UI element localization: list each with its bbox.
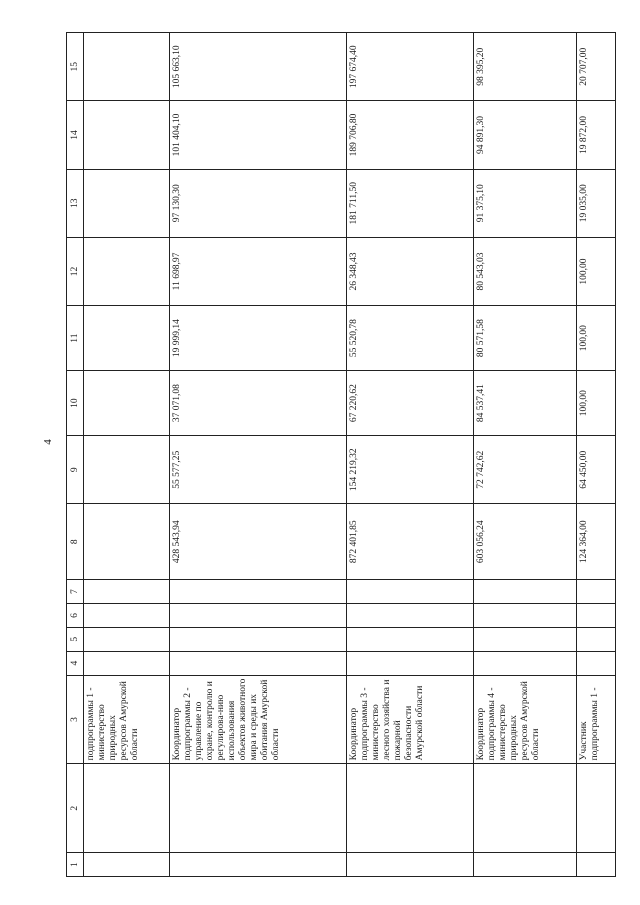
header-cell: 7 bbox=[67, 580, 84, 604]
table-cell-responsible: Участник подпрограммы 1 - bbox=[577, 675, 616, 764]
table-cell-value: 20 707,00 bbox=[577, 33, 616, 101]
table-cell-value: 26 348,43 bbox=[347, 237, 474, 305]
table-cell bbox=[474, 580, 577, 604]
table-cell bbox=[474, 604, 577, 628]
rotated-table-container bbox=[66, 32, 611, 877]
table-cell bbox=[84, 580, 170, 604]
table-cell bbox=[347, 580, 474, 604]
budget-table bbox=[66, 32, 616, 877]
table-cell-responsible: Координатор подпрограммы 3 - министерство лесного хозяйства и пожарной безопасности Амурской области bbox=[347, 675, 474, 764]
header-cell: 9 bbox=[67, 436, 84, 504]
header-cell: 13 bbox=[67, 169, 84, 237]
table-cell-value: 105 663,10 bbox=[170, 33, 347, 101]
table-cell-value: 55 577,25 bbox=[170, 436, 347, 504]
table-cell bbox=[347, 853, 474, 877]
page-number: 4 bbox=[42, 439, 54, 445]
table-cell bbox=[170, 764, 347, 853]
table-cell bbox=[84, 604, 170, 628]
header-cell: 8 bbox=[67, 504, 84, 580]
table-cell bbox=[84, 853, 170, 877]
table-cell-value: 603 056,24 bbox=[474, 504, 577, 580]
header-cell: 1 bbox=[67, 853, 84, 877]
table-cell-value: 19 872,00 bbox=[577, 101, 616, 169]
table-cell bbox=[170, 604, 347, 628]
table-cell-value: 154 219,32 bbox=[347, 436, 474, 504]
header-row bbox=[67, 33, 84, 877]
table-cell bbox=[84, 651, 170, 675]
table-cell bbox=[347, 627, 474, 651]
table-cell bbox=[474, 764, 577, 853]
table-cell-value: 94 891,30 bbox=[474, 101, 577, 169]
table-cell-value: 100,00 bbox=[577, 306, 616, 371]
table-cell-value bbox=[84, 101, 170, 169]
table-cell-value: 97 130,30 bbox=[170, 169, 347, 237]
table-cell-value: 67 220,62 bbox=[347, 371, 474, 436]
table-cell-value: 100,00 bbox=[577, 237, 616, 305]
table-row bbox=[577, 33, 616, 877]
table-cell bbox=[170, 651, 347, 675]
table-cell bbox=[347, 604, 474, 628]
table-cell bbox=[474, 651, 577, 675]
table-cell bbox=[347, 764, 474, 853]
header-cell: 4 bbox=[67, 651, 84, 675]
table-cell-value: 124 364,00 bbox=[577, 504, 616, 580]
table-cell-value: 428 543,94 bbox=[170, 504, 347, 580]
table-cell-responsible: Координатор подпрограммы 4 - министерство природных ресурсов Амурской области bbox=[474, 675, 577, 764]
table-cell-value: 80 543,03 bbox=[474, 237, 577, 305]
table-cell-value bbox=[84, 33, 170, 101]
table-cell-value: 872 401,85 bbox=[347, 504, 474, 580]
header-cell: 6 bbox=[67, 604, 84, 628]
table-cell-value: 101 404,10 bbox=[170, 101, 347, 169]
table-cell bbox=[170, 580, 347, 604]
table-cell bbox=[474, 627, 577, 651]
table-cell-value: 19 035,00 bbox=[577, 169, 616, 237]
table-row bbox=[347, 33, 474, 877]
table-cell-value: 197 674,40 bbox=[347, 33, 474, 101]
table-cell-value bbox=[84, 436, 170, 504]
table-cell-value bbox=[84, 237, 170, 305]
table-cell-value: 72 742,62 bbox=[474, 436, 577, 504]
table-row bbox=[474, 33, 577, 877]
table-cell-value: 80 571,58 bbox=[474, 306, 577, 371]
table-cell-responsible: подпрограммы 1 - министерство природных ресурсов Амурской области bbox=[84, 675, 170, 764]
table-cell-value: 100,00 bbox=[577, 371, 616, 436]
table-cell-value: 19 999,14 bbox=[170, 306, 347, 371]
table-cell bbox=[577, 580, 616, 604]
header-cell: 3 bbox=[67, 675, 84, 764]
table-cell bbox=[577, 651, 616, 675]
table-cell bbox=[474, 853, 577, 877]
table-row bbox=[170, 33, 347, 877]
table-cell bbox=[170, 853, 347, 877]
table-cell-value: 11 698,97 bbox=[170, 237, 347, 305]
header-cell: 11 bbox=[67, 306, 84, 371]
table-cell-value: 37 071,08 bbox=[170, 371, 347, 436]
table-cell bbox=[170, 627, 347, 651]
table-cell-value bbox=[84, 306, 170, 371]
table-cell-value bbox=[84, 504, 170, 580]
header-cell: 12 bbox=[67, 237, 84, 305]
table-row bbox=[84, 33, 170, 877]
table-cell-value bbox=[84, 371, 170, 436]
table-cell-value: 64 450,00 bbox=[577, 436, 616, 504]
table-cell-value bbox=[84, 169, 170, 237]
header-cell: 15 bbox=[67, 33, 84, 101]
table-cell bbox=[84, 627, 170, 651]
table-cell-value: 181 711,50 bbox=[347, 169, 474, 237]
header-cell: 5 bbox=[67, 627, 84, 651]
table-cell bbox=[577, 853, 616, 877]
header-cell: 2 bbox=[67, 764, 84, 853]
table-cell-responsible: Координатор подпрограммы 2 - управление по охране, контролю и регулирова-нию использования объектов животного мира и среды их обитания Амурской области bbox=[170, 675, 347, 764]
table-cell bbox=[577, 764, 616, 853]
table-cell-value: 84 537,41 bbox=[474, 371, 577, 436]
table-cell bbox=[577, 627, 616, 651]
table-cell-value: 98 395,20 bbox=[474, 33, 577, 101]
header-cell: 10 bbox=[67, 371, 84, 436]
table-cell bbox=[347, 651, 474, 675]
table-cell-value: 55 520,78 bbox=[347, 306, 474, 371]
table-cell bbox=[84, 764, 170, 853]
table-cell-value: 189 706,80 bbox=[347, 101, 474, 169]
table-cell bbox=[577, 604, 616, 628]
table-cell-value: 91 375,10 bbox=[474, 169, 577, 237]
header-cell: 14 bbox=[67, 101, 84, 169]
